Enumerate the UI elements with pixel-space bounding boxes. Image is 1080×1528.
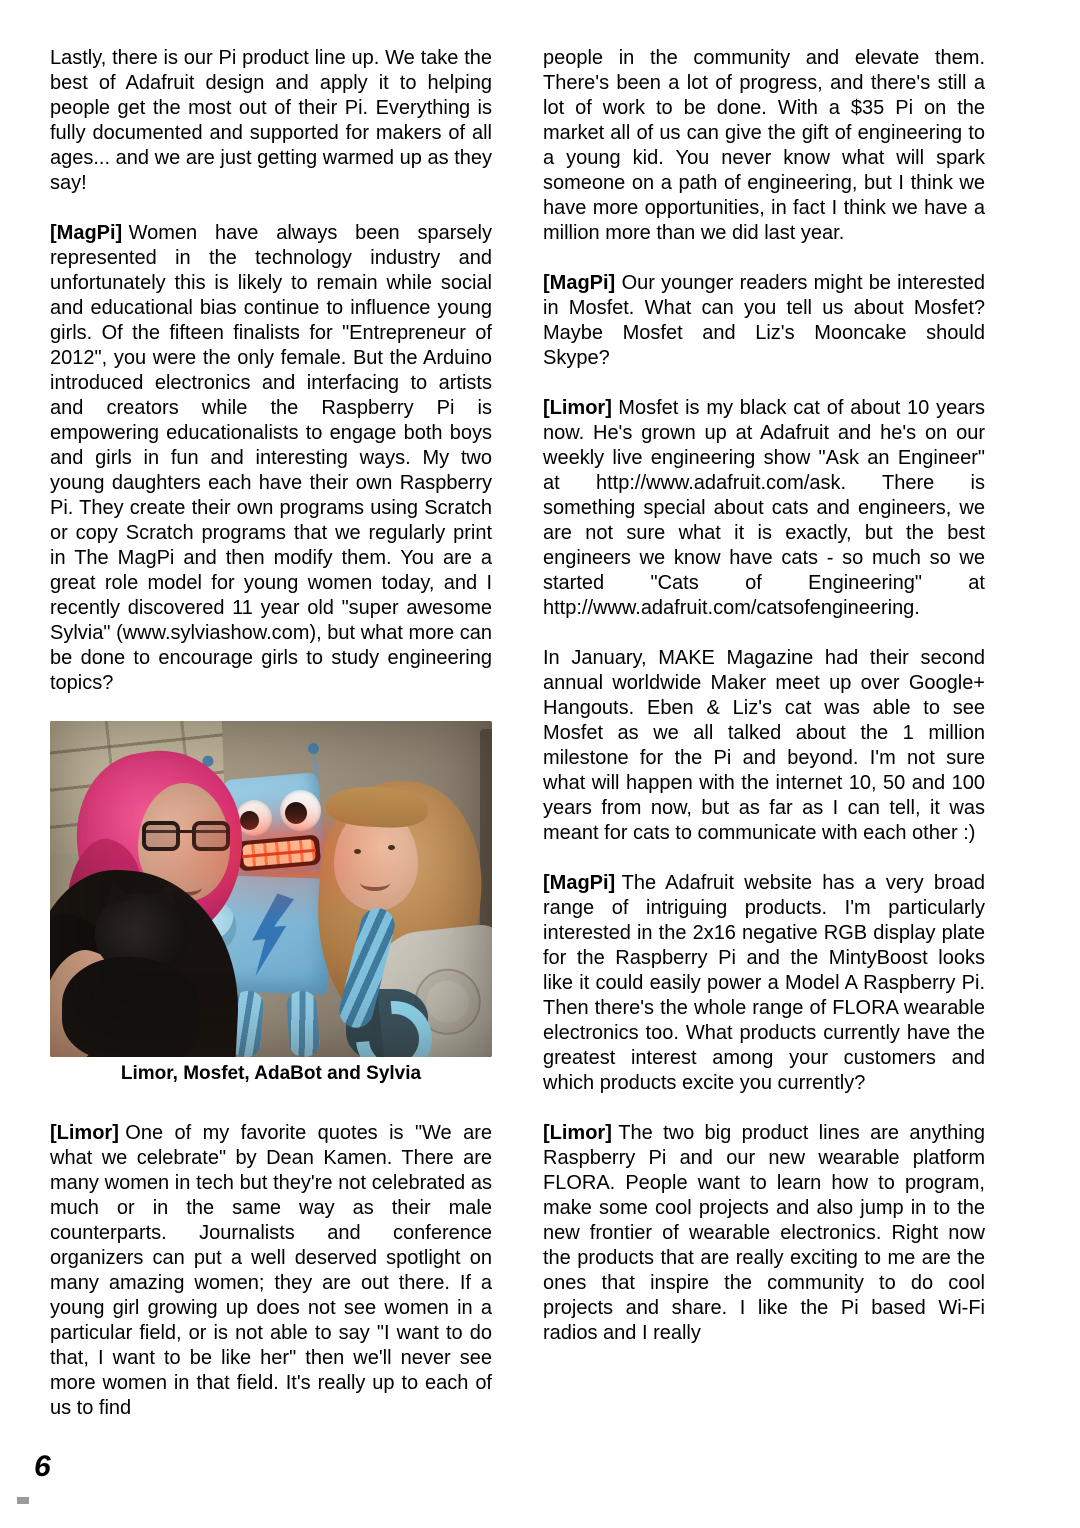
paragraph <box>50 1121 492 1421</box>
photo-limor-mosfet-adabot-sylvia <box>50 721 492 1057</box>
right-column <box>543 46 985 1446</box>
paragraph <box>543 646 985 846</box>
adabot-leg-right <box>286 990 321 1057</box>
scan-artifact <box>17 1497 29 1504</box>
paragraph <box>50 46 492 196</box>
paragraph <box>543 871 985 1096</box>
speaker-label: [Limor] <box>543 1122 612 1144</box>
paragraph-text: One of my favorite quotes is "We are what we celebrate" by Dean Kamen. There are many women in tech but they're not celebrated as much or in the same way as their male counterparts. Journalists and conference organizers can put a well deserved spotlight on many amazing women; they are out there. If a young girl growing up does not see women in a particular field, or is not able to say "I want to do that, I want to be like her" then we'll never see more women in that field. It's really up to each of us to find <box>50 1122 492 1419</box>
speaker-label: [MagPi] <box>50 222 123 244</box>
paragraph-text: people in the community and elevate them. There's been a lot of progress, and there's still a lot of work to be done. With a $35 Pi on the market all of us can give the gift of engineering to a young kid. You never know what will spark someone on a path of engineering, but I think we have more opportunities, in fact I think we have a million more than we did last year. <box>543 47 985 244</box>
paragraph-text: Mosfet is my black cat of about 10 years now. He's grown up at Adafruit and he's on our weekly live engineering show "Ask an Engineer" at http://www.adafruit.com/ask. There is something special about cats and engineers, we are not sure what it is exactly, but the best engineers we know have cats - so much so we started "Cats of Engineering" at http://www.adafruit.com/catsofengineering. <box>543 397 985 619</box>
paragraph <box>543 396 985 621</box>
mosfet-cat-body <box>62 957 200 1057</box>
page-number: 6 <box>34 1450 51 1483</box>
adabot-eye-right <box>280 790 321 831</box>
speaker-label: [Limor] <box>543 397 612 419</box>
paragraph-text: Women have always been sparsely represented in the technology industry and unfortunately this is likely to remain while social and educational bias continue to influence young girls. Of the fifteen finalists for "Entrepreneur of 2012", you were the only female. But the Arduino introduced electronics and interfacing to artists and creators while the Raspberry Pi is empowering educationalists to engage both boys and girls in fun and interesting ways. My two young daughters each have their own Raspberry Pi. They create their own programs using Scratch or copy Scratch programs that we regularly print in The MagPi and then modify them. You are a great role model for young women today, and I recently discovered 11 year old "super awesome Sylvia" (www.sylviashow.com), but what more can be done to encourage girls to study engineering topics? <box>50 222 492 694</box>
paragraph <box>543 46 985 246</box>
left-column <box>50 46 492 1446</box>
photo-caption: Limor, Mosfet, AdaBot and Sylvia <box>120 1063 422 1084</box>
speaker-label: [MagPi] <box>543 272 616 294</box>
speaker-label: [Limor] <box>50 1122 119 1144</box>
paragraph-text: Lastly, there is our Pi product line up. We take the best of Adafruit design and apply it to helping people get the most out of their Pi. Everything is fully documented and supported for makers of all ages... and we are just getting warmed up as they say! <box>50 47 492 194</box>
paragraph-text: Our younger readers might be interested in Mosfet. What can you tell us about Mosfet? Maybe Mosfet and Liz's Mooncake should Skype? <box>543 272 985 369</box>
paragraph <box>543 271 985 371</box>
paragraph <box>50 221 492 696</box>
limor-glasses <box>142 821 230 853</box>
speaker-label: [MagPi] <box>543 872 616 894</box>
paragraph-text: The two big product lines are anything Raspberry Pi and our new wearable platform FLORA. People want to learn how to program, make some cool projects and also jump in to the new frontier of wearable electronics. Right now the products that are really exciting to me are the ones that inspire the community to do cool projects and share. I like the Pi based Wi-Fi radios and I really <box>543 1122 985 1344</box>
paragraph-text: In January, MAKE Magazine had their second annual worldwide Maker meet up over Google+ Hangouts. Eben & Liz's cat was able to see Mosfet as we all talked about the 1 million milestone for the Pi and beyond. I'm not sure what will happen with the internet 10, 50 and 100 years from now, but as far as I can tell, it was meant for cats to communicate with each other :) <box>543 647 985 844</box>
paragraph <box>543 1121 985 1346</box>
paragraph-text: The Adafruit website has a very broad range of intriguing products. I'm particularly interested in the 2x16 negative RGB display plate for the Raspberry Pi and the MintyBoost looks like it could easily power a Model A Raspberry Pi. Then there's the whole range of FLORA wearable electronics too. What products currently have the greatest interest among your customers and which products excite you currently? <box>543 872 985 1094</box>
